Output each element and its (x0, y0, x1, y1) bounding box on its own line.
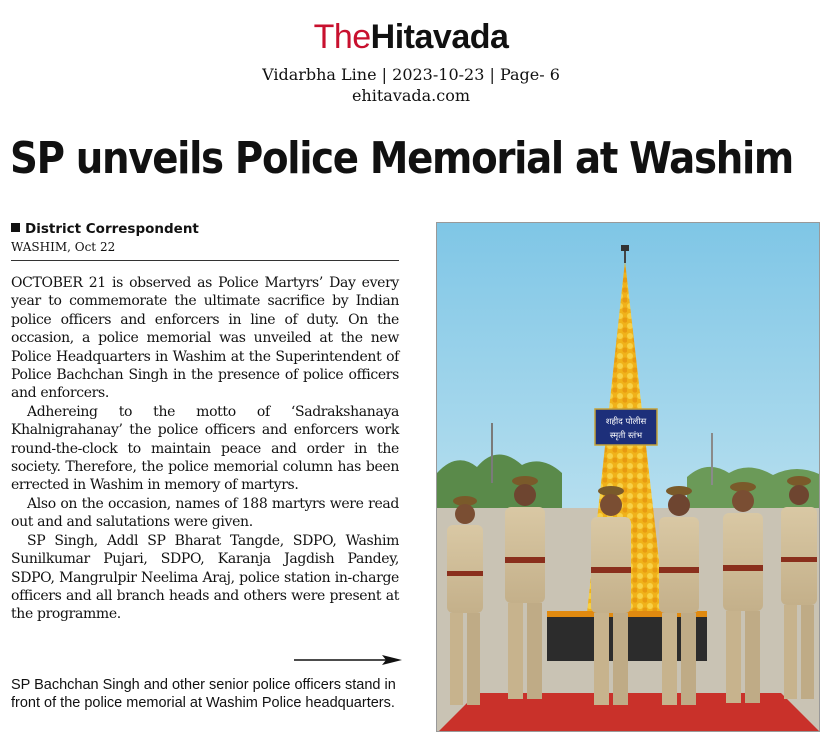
photo-caption: SP Bachchan Singh and other senior police officers stand in front of the police memorial at Washim Police headquarters. (11, 677, 396, 711)
website: ehitavada.com (351, 86, 471, 105)
newspaper-logo (0, 18, 822, 56)
author-name: District Correspondent (25, 221, 199, 237)
edition-info (0, 64, 822, 106)
paragraph: Also on the occasion, names of 188 martyrs were read out and and salutations were given. (11, 495, 399, 531)
paragraph: OCTOBER 21 is observed as Police Martyrs’ Day every year to commemorate the ultimate sacrifice by Indian police officers and enforcers in line of duty. On the occasion, a police memorial was unveiled at the new Police Headquarters in Washim at the Superintendent of Police Bachchan Singh in the presence of police officers and enforcers. (11, 275, 399, 402)
headline: SP unveils Police Memorial at Washim (10, 133, 793, 184)
edition-line: Vidarbha Line | 2023-10-23 | Page- 6 (262, 65, 560, 84)
author (11, 220, 399, 238)
byline (11, 220, 399, 256)
byline-divider (11, 260, 399, 261)
dateline: WASHIM, Oct 22 (11, 240, 116, 254)
memorial-photo-illustration (437, 223, 820, 732)
plaque-line-1: शहीद पोलीस (605, 417, 647, 427)
edition-date: 2023-10-23 (392, 65, 485, 84)
masthead (0, 18, 822, 56)
logo-the: The (313, 18, 371, 56)
plaque-line-2: स्मृती स्तंभ (609, 431, 643, 441)
memorial-photo (436, 222, 820, 732)
article-body (11, 274, 399, 624)
logo-hitavada: Hitavada (370, 18, 509, 56)
edition-name: Vidarbha Line (262, 65, 377, 84)
paragraph: Adhereing to the motto of ‘Sadrakshanaya Khalnigrahanay’ the police officers and enforcers work round-the-clock to maintain peace and order in the society. Therefore, the police memorial column has been errected in Washim in memory of martyrs. (11, 403, 399, 494)
page-number: Page- 6 (499, 65, 560, 84)
caption-arrow-icon (294, 654, 402, 666)
paragraph: SP Singh, Addl SP Bharat Tangde, SDPO, Washim Sunilkumar Pujari, SDPO, Karanja Jagdish Pandey, SDPO, Mangrulpir Neelima Araj, police station in-charge officers and all branch heads and others were present at the programme. (11, 532, 399, 623)
bullet-square-icon (11, 223, 20, 232)
